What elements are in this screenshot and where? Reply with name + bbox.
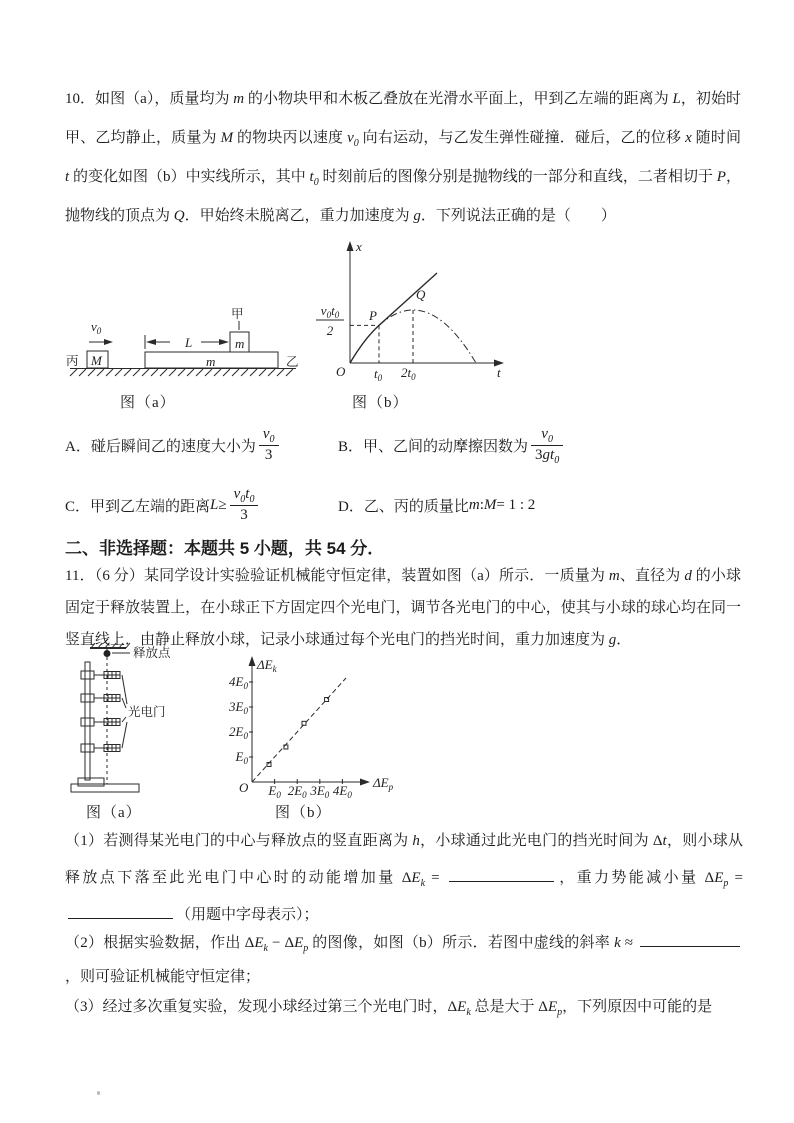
option-c: C．甲到乙左端的距离 L ≥ $\frac{v_0t_0}{3}$ xyxy=(65,480,261,530)
q11-sub-question-3: （3）经过多次重复实验，发现小球经过第三个光电门时，$\Delta E_k$ 总是大于 $\Delta E_p$，下列原因中可能的是 xyxy=(65,999,713,1018)
axis-label-t: t xyxy=(497,365,501,380)
axis-label-x: x xyxy=(356,239,362,254)
label-jia: 甲 xyxy=(231,307,244,321)
label-M: M xyxy=(91,353,102,368)
tick-t0: $t_0$ xyxy=(374,366,383,383)
stand-base xyxy=(71,784,139,792)
label-L: L xyxy=(185,335,193,350)
ylabel-fraction-denominator: 2 xyxy=(326,323,334,338)
parabola-dashed-part xyxy=(379,310,476,363)
option-b: B．甲、乙间的动摩擦因数为 $\frac{v_0}{3gt_0}$ xyxy=(338,420,566,470)
photogate-1 xyxy=(81,671,120,679)
dim-arrow-right xyxy=(219,339,229,345)
q10-figure-b-graph xyxy=(300,235,505,385)
photogate-4 xyxy=(81,744,120,752)
x-axis-label-dEp: $\Delta E_p$ xyxy=(373,775,394,792)
y-tick-label-4E0: $4E_0$ xyxy=(229,674,248,691)
question-11-stem: 11．（6 分）某同学设计实验验证机械能守恒定律，装置如图（a）所示．一质量为 m、直径为 d 的小球固定于释放装置上，在小球正下方固定四个光电门，调节各光电门的中心，使其与小球的球心均在同一竖直线上．由静止释放小球，记录小球通过每个光电门的挡光时间，重力加速度为 g． xyxy=(65,568,741,648)
section-2-header: 二、非选择题：本题共 5 小题，共 54 分． xyxy=(65,539,385,558)
x-tick-label-4E0: $4E_0$ xyxy=(332,783,352,800)
scan-speck xyxy=(97,1091,100,1095)
ground-hatch xyxy=(70,369,293,376)
gates-pointer-4 xyxy=(122,722,127,748)
release-point-label: 释放点 xyxy=(133,646,171,660)
ball xyxy=(104,650,111,657)
q11-figure-b-graph xyxy=(222,648,402,798)
y-tick-label-E0: $E_0$ xyxy=(235,749,248,766)
x-tick-label-E0: $E_0$ xyxy=(268,783,281,800)
q11-figure-b-caption: 图（b） xyxy=(275,805,332,821)
tangent-line xyxy=(379,273,437,325)
gates-pointer-2 xyxy=(122,698,126,708)
x-tick-label-3E0: $3E_0$ xyxy=(310,783,330,800)
label-m-top: m xyxy=(235,336,245,351)
photogate-3 xyxy=(81,718,120,726)
label-bing: 丙 xyxy=(66,354,79,368)
stand-pole xyxy=(85,662,90,780)
dim-arrow-left xyxy=(146,339,156,345)
tick-2t0: $2t_0$ xyxy=(401,365,416,382)
y-axis-label-dEk: $\Delta E_k$ xyxy=(257,657,277,674)
label-m-plank: m xyxy=(206,354,216,369)
option-d: D．乙、丙的质量比 m : M = 1 : 2 xyxy=(338,496,536,515)
q11-figure-a-apparatus xyxy=(60,642,220,800)
origin-label: O xyxy=(239,780,249,795)
y-tick-label-3E0: $3E_0$ xyxy=(229,699,248,716)
y-tick-label-2E0: $2E_0$ xyxy=(229,724,248,741)
ylabel-fraction-numerator: $v_0t_0$ xyxy=(320,303,340,320)
option-a: A．碰后瞬间乙的速度大小为 $\frac{v_0}{3}$ xyxy=(65,420,282,470)
photogates-label: 光电门 xyxy=(128,705,166,719)
q11-figure-a-caption: 图（a） xyxy=(86,805,142,821)
q10-figure-b-caption: 图（b） xyxy=(352,395,409,411)
question-10-stem: 10．如图（a），质量均为 m 的小物块甲和木板乙叠放在光滑水平面上，甲到乙左端的距离为 L，初始时甲、乙均静止，质量为 M 的物块丙以速度 $v_0$ 向右运动，与乙发生弹性碰撞．碰后，乙的位移 x 随时间 t 的变化如图（b）中实线所示，其中 $t_0$ 时刻前后的图像分别是抛物线的一部分和直线，二者相切于 P，抛物线的顶点为 Q．甲始终未脱离乙，重力加速度为 g．下列说法正确的是（ ） xyxy=(65,91,741,224)
label-P: P xyxy=(369,308,377,323)
q11-sub-question-2: （2）根据实验数据，作出 $\Delta E_k - \Delta E_p$ 的图像，如图（b）所示．若图中虚线的斜率 k ≈ ，则可验证机械能守恒定律； xyxy=(65,926,743,994)
origin-label: O xyxy=(336,364,346,379)
y-axis-arrowhead xyxy=(347,241,354,251)
fit-dashed-line xyxy=(252,678,346,782)
stand-pedestal xyxy=(78,778,104,786)
q10-figure-a-caption: 图（a） xyxy=(120,395,176,411)
x-axis-arrowhead xyxy=(360,779,370,786)
gates-pointer-3 xyxy=(122,717,126,722)
parabola-solid-part xyxy=(350,325,379,363)
label-yi: 乙 xyxy=(286,355,299,369)
label-v0: $v_0$ xyxy=(91,319,102,336)
label-Q: Q xyxy=(416,287,426,302)
y-axis-arrowhead xyxy=(249,656,256,666)
q10-figure-a-diagram xyxy=(58,296,303,392)
x-tick-label-2E0: $2E_0$ xyxy=(287,783,307,800)
photogate-2 xyxy=(81,694,120,702)
v0-arrowhead xyxy=(104,339,113,345)
q11-sub-question-1: （1）若测得某光电门的中心与释放点的竖直距离为 h，小球通过此光电门的挡光时间为 Δt，则小球从释放点下落至此光电门中心时的动能增加量 $\Delta E_k$ = ，重力势能减小量 $\Delta E_p$ = （用题中字母表示）； xyxy=(65,833,743,923)
